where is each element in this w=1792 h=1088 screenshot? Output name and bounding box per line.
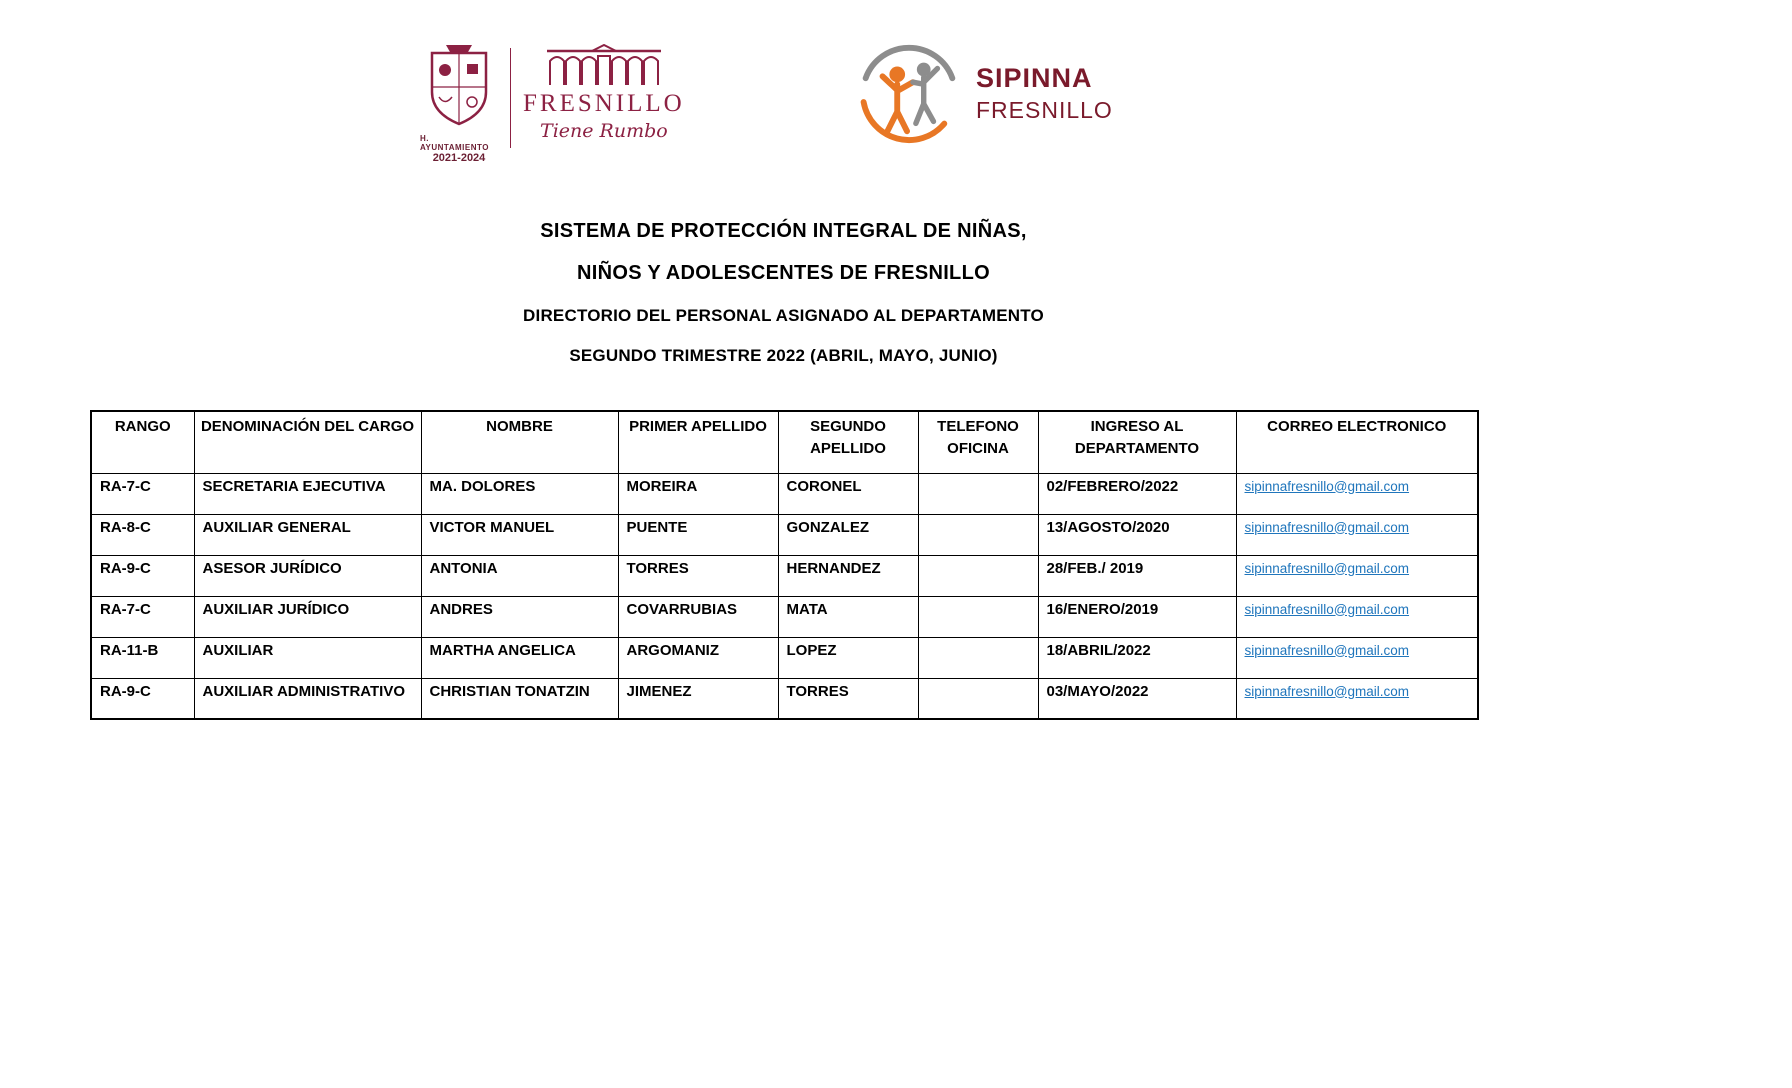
email-link[interactable]: sipinnafresnillo@gmail.com — [1244, 683, 1410, 699]
fresnillo-logo — [420, 44, 685, 164]
table-header-row — [91, 411, 1478, 473]
segundo-apellido-cell: GONZALEZ — [778, 514, 918, 555]
table-row — [91, 514, 1478, 555]
cargo-cell: AUXILIAR ADMINISTRATIVO — [194, 678, 421, 719]
correo-cell — [1236, 637, 1478, 678]
title-line-2: NIÑOS Y ADOLESCENTES DE FRESNILLO — [577, 262, 990, 284]
telefono-oficina-cell — [918, 678, 1038, 719]
correo-cell — [1236, 678, 1478, 719]
email-link[interactable]: sipinnafresnillo@gmail.com — [1244, 601, 1410, 617]
segundo-apellido-cell: LOPEZ — [778, 637, 918, 678]
primer-apellido-cell: JIMENEZ — [618, 678, 778, 719]
primer-apellido-cell: TORRES — [618, 555, 778, 596]
ingreso-cell: 03/MAYO/2022 — [1038, 678, 1236, 719]
personnel-table — [90, 410, 1479, 720]
rango-cell: RA-8-C — [91, 514, 194, 555]
logo-divider — [510, 48, 511, 148]
primer-apellido-cell: COVARRUBIAS — [618, 596, 778, 637]
column-header: DENOMINACIÓN DEL CARGO — [194, 411, 421, 473]
rango-cell: RA-11-B — [91, 637, 194, 678]
email-link[interactable]: sipinnafresnillo@gmail.com — [1244, 519, 1410, 535]
title-line-4: SEGUNDO TRIMESTRE 2022 (ABRIL, MAYO, JUNIO) — [569, 346, 998, 365]
title-line-3: DIRECTORIO DEL PERSONAL ASIGNADO AL DEPARTAMENTO — [523, 306, 1044, 325]
ayuntamiento-period: 2021-2024 — [432, 152, 486, 164]
ingreso-cell: 13/AGOSTO/2020 — [1038, 514, 1236, 555]
correo-cell — [1236, 514, 1478, 555]
table-row — [91, 637, 1478, 678]
fresnillo-wordmark: FRESNILLO — [523, 90, 685, 117]
nombre-cell: MARTHA ANGELICA — [421, 637, 618, 678]
table-row — [91, 678, 1478, 719]
column-header: RANGO — [91, 411, 194, 473]
ingreso-cell: 28/FEB./ 2019 — [1038, 555, 1236, 596]
cargo-cell: ASESOR JURÍDICO — [194, 555, 421, 596]
segundo-apellido-cell: CORONEL — [778, 473, 918, 514]
table-row — [91, 473, 1478, 514]
nombre-cell: ANDRES — [421, 596, 618, 637]
column-header: TELEFONO OFICINA — [918, 411, 1038, 473]
sipinna-wordmark: SIPINNA — [976, 62, 1093, 93]
ingreso-cell: 02/FEBRERO/2022 — [1038, 473, 1236, 514]
email-link[interactable]: sipinnafresnillo@gmail.com — [1244, 560, 1410, 576]
telefono-oficina-cell — [918, 514, 1038, 555]
primer-apellido-cell: MOREIRA — [618, 473, 778, 514]
column-header: CORREO ELECTRONICO — [1236, 411, 1478, 473]
correo-cell — [1236, 473, 1478, 514]
rango-cell: RA-9-C — [91, 678, 194, 719]
fresnillo-crest-block — [420, 44, 498, 164]
sipinna-subtitle: FRESNILLO — [976, 96, 1113, 123]
nombre-cell: MA. DOLORES — [421, 473, 618, 514]
primer-apellido-cell: PUENTE — [618, 514, 778, 555]
ayuntamiento-label: H. AYUNTAMIENTO — [420, 134, 489, 152]
sipinna-figures-icon — [858, 36, 960, 150]
table-row — [91, 555, 1478, 596]
column-header: NOMBRE — [421, 411, 618, 473]
column-header: SEGUNDO APELLIDO — [778, 411, 918, 473]
telefono-oficina-cell — [918, 473, 1038, 514]
primer-apellido-cell: ARGOMANIZ — [618, 637, 778, 678]
correo-cell — [1236, 596, 1478, 637]
title-line-1: SISTEMA DE PROTECCIÓN INTEGRAL DE NIÑAS, — [540, 220, 1027, 242]
segundo-apellido-cell: HERNANDEZ — [778, 555, 918, 596]
column-header: PRIMER APELLIDO — [618, 411, 778, 473]
fresnillo-tagline: Tiene Rumbo — [540, 120, 668, 142]
fresnillo-building-icon — [545, 44, 663, 86]
ingreso-cell: 16/ENERO/2019 — [1038, 596, 1236, 637]
column-header: INGRESO AL DEPARTAMENTO — [1038, 411, 1236, 473]
cargo-cell: AUXILIAR GENERAL — [194, 514, 421, 555]
telefono-oficina-cell — [918, 596, 1038, 637]
document-title-block — [90, 220, 1477, 366]
table-row — [91, 596, 1478, 637]
fresnillo-crest-icon — [426, 44, 492, 130]
cargo-cell: SECRETARIA EJECUTIVA — [194, 473, 421, 514]
cargo-cell: AUXILIAR — [194, 637, 421, 678]
telefono-oficina-cell — [918, 555, 1038, 596]
email-link[interactable]: sipinnafresnillo@gmail.com — [1244, 642, 1410, 658]
rango-cell: RA-9-C — [91, 555, 194, 596]
rango-cell: RA-7-C — [91, 473, 194, 514]
table-body — [91, 473, 1478, 719]
cargo-cell: AUXILIAR JURÍDICO — [194, 596, 421, 637]
segundo-apellido-cell: MATA — [778, 596, 918, 637]
nombre-cell: ANTONIA — [421, 555, 618, 596]
nombre-cell: CHRISTIAN TONATZIN — [421, 678, 618, 719]
sipinna-logo — [858, 36, 1113, 150]
correo-cell — [1236, 555, 1478, 596]
email-link[interactable]: sipinnafresnillo@gmail.com — [1244, 478, 1410, 494]
rango-cell: RA-7-C — [91, 596, 194, 637]
telefono-oficina-cell — [918, 637, 1038, 678]
nombre-cell: VICTOR MANUEL — [421, 514, 618, 555]
fresnillo-wordmark-block — [523, 44, 685, 142]
sipinna-wordmark-block — [976, 63, 1113, 124]
segundo-apellido-cell: TORRES — [778, 678, 918, 719]
ingreso-cell: 18/ABRIL/2022 — [1038, 637, 1236, 678]
